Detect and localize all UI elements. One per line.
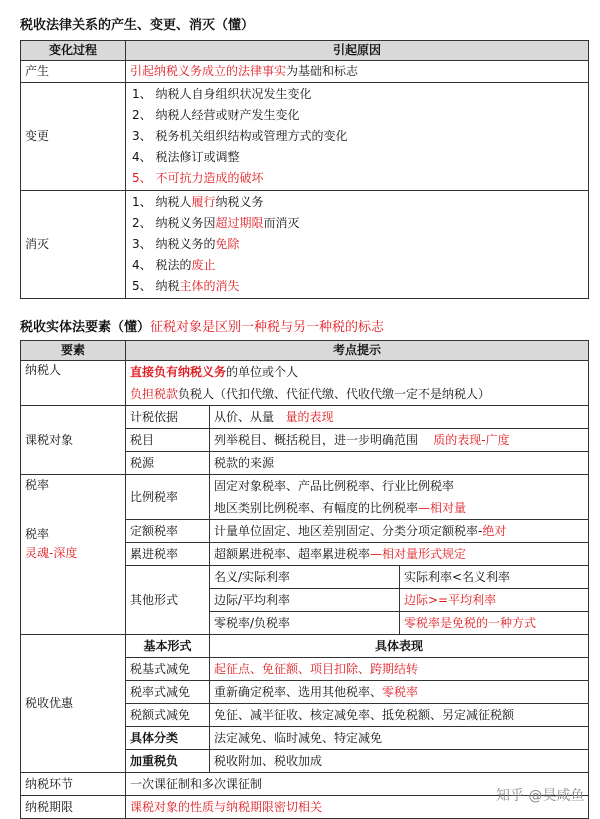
sub-label: 税目: [126, 429, 210, 452]
list-item: 1、 纳税人履行纳税义务: [132, 195, 264, 209]
table-row: 纳税环节 一次课征制和多次课征制: [21, 773, 589, 796]
row-label: 纳税期限: [21, 796, 126, 819]
table-row: 税率式减免 重新确定税率、选用其他税率、零税率: [21, 681, 589, 704]
sub-header: 基本形式: [126, 635, 210, 658]
sub-label: 加重税负: [126, 750, 210, 773]
table-row: 累进税率 超额累进税率、超率累进税率—相对量形式规定: [21, 543, 589, 566]
table-row: 地区类别比例税率、有幅度的比例税率—相对量: [21, 497, 589, 520]
list-item: 3、 纳税义务的免除: [132, 237, 240, 251]
sub-label: 计税依据: [126, 406, 210, 429]
table-row: 课税对象 计税依据 从价、从量 量的表现: [21, 406, 589, 429]
row-label: 变更: [21, 83, 126, 191]
list-item: 5、 纳税主体的消失: [132, 279, 240, 293]
sub-header: 具体表现: [210, 635, 589, 658]
table-row: 税额式减免 免征、减半征收、核定减免率、抵免税额、另定减征税额: [21, 704, 589, 727]
row-label: 课税对象: [21, 406, 126, 475]
sub-label: 比例税率: [126, 475, 210, 520]
table-row: 纳税期限 课税对象的性质与纳税期限密切相关: [21, 796, 589, 819]
table-row: 其他形式 名义/实际利率 实际利率<名义利率: [21, 566, 589, 589]
table-header-row: [21, 341, 589, 361]
table-row: 具体分类 法定减免、临时减免、特定减免: [21, 727, 589, 750]
table-row: 边际/平均利率 边际>=平均利率: [21, 589, 589, 612]
table-header-row: [21, 41, 589, 61]
sub-label: 具体分类: [126, 727, 210, 750]
sub-label: 税基式减免: [126, 658, 210, 681]
table-row: 税目 列举税目、概括税目，进一步明确范围 质的表现-广度: [21, 429, 589, 452]
list-item: 2、 纳税人经营或财产发生变化: [132, 108, 300, 122]
sub-label: 税率式减免: [126, 681, 210, 704]
sub-label: 累进税率: [126, 543, 210, 566]
table-row: [21, 191, 589, 299]
sub-label: 税额式减免: [126, 704, 210, 727]
table-row: 产生 引起纳税义务成立的法律事实为基础和标志: [21, 61, 589, 83]
table-row: 加重税负 税收附加、税收加成: [21, 750, 589, 773]
tax-elements-table: [20, 340, 589, 819]
tax-relation-table: [20, 40, 589, 299]
list-item: 5、 不可抗力造成的破坏: [132, 171, 264, 185]
table-row: [21, 635, 589, 658]
table-row: 税基式减免 起征点、免征额、项目扣除、跨期结转: [21, 658, 589, 681]
section2-title: 税收实体法要素（懂）征税对象是区别一种税与另一种税的标志: [20, 320, 385, 335]
list-item: 1、 纳税人自身组织状况发生变化: [132, 87, 312, 101]
watermark: 知乎 @昊咸鱼: [496, 788, 585, 804]
row-label: 纳税环节: [21, 773, 126, 796]
list-item: 4、 税法修订或调整: [132, 150, 240, 164]
sub-label: 其他形式: [126, 566, 210, 635]
table-row: 纳税人 直接负有纳税义务的单位或个人: [21, 361, 589, 384]
row-label: 税率 税率 灵魂-深度: [21, 475, 126, 635]
row-label: 产生: [21, 61, 126, 83]
row-label: 税收优惠: [21, 635, 126, 773]
section1-title: 税收法律关系的产生、变更、消灭（懂）: [20, 18, 255, 33]
row-label: 纳税人: [21, 361, 126, 406]
list-item: 3、 税务机关组织结构或管理方式的变化: [132, 129, 348, 143]
list-item: 2、 纳税义务因超过期限而消灭: [132, 216, 300, 230]
list-item: 4、 税法的废止: [132, 258, 216, 272]
column-header: 要素: [21, 341, 126, 361]
sub-label: 定额税率: [126, 520, 210, 543]
column-header: 变化过程: [21, 41, 126, 61]
table-row: 税率 税率 灵魂-深度 比例税率 固定对象税率、产品比例税率、行业比例税率: [21, 475, 589, 498]
row-label: 消灭: [21, 191, 126, 299]
column-header: 考点提示: [126, 341, 589, 361]
table-row: 负担税款负税人（代扣代缴、代征代缴、代收代缴一定不是纳税人）: [21, 383, 589, 406]
column-header: 引起原因: [126, 41, 589, 61]
table-row: [21, 83, 589, 191]
table-row: 零税率/负税率 零税率是免税的一种方式: [21, 612, 589, 635]
table-row: 税源 税款的来源: [21, 452, 589, 475]
table-row: 定额税率 计量单位固定、地区差别固定、分类分项定额税率-绝对: [21, 520, 589, 543]
sub-label: 税源: [126, 452, 210, 475]
